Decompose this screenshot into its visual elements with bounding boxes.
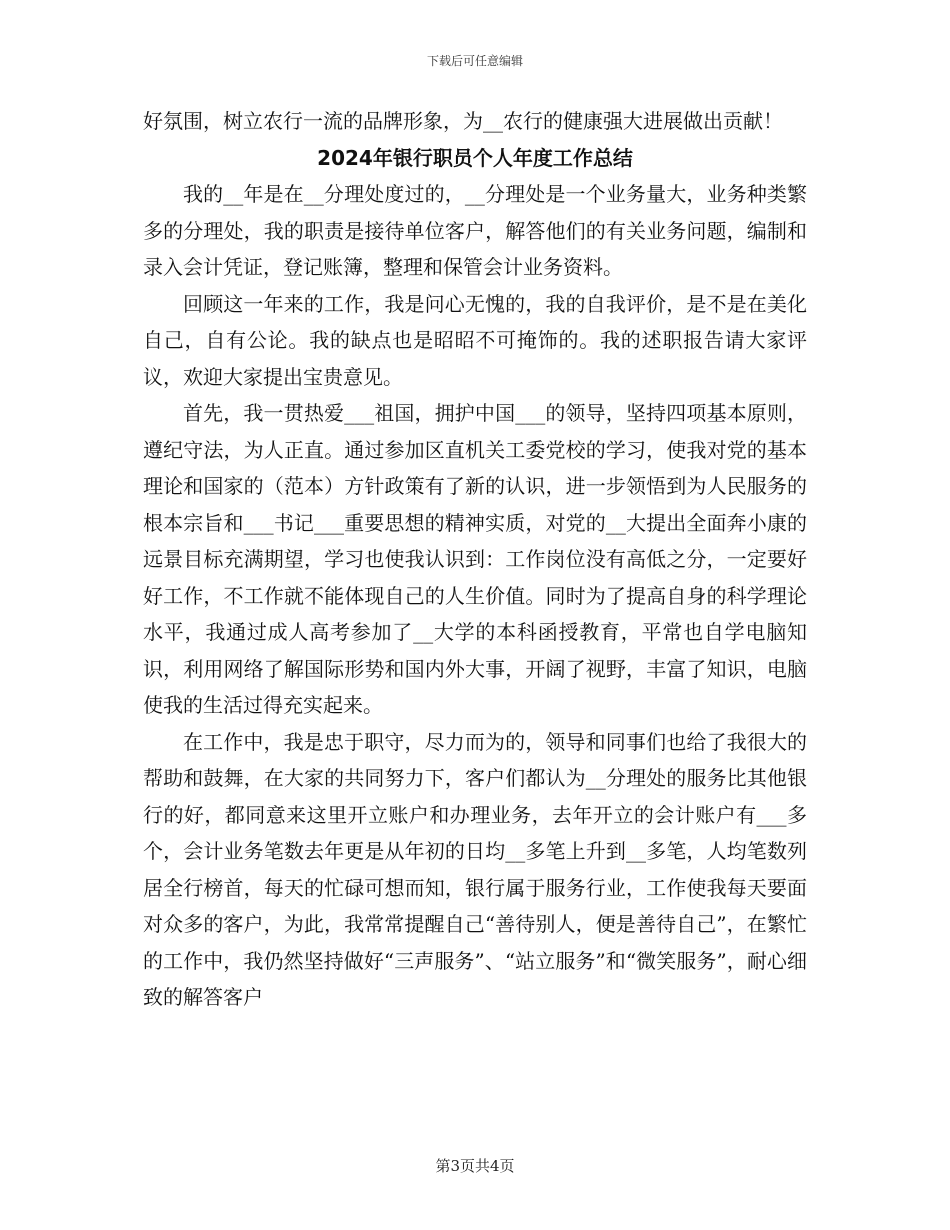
page-number-footer: 第3页共4页 — [435, 1157, 515, 1175]
page-header-note: 下载后可任意编辑 — [426, 54, 523, 68]
document-body — [143, 103, 807, 1016]
paragraph-1: 我的__年是在__分理处度过的，__分理处是一个业务量大，业务种类繁多的分理处，我的职责是接待单位客户，解答他们的有关业务问题，编制和录入会计凭证，登记账簿，整理和保管会计业务资料。 — [143, 182, 807, 279]
lead-paragraph: 好氛围，树立农行一流的品牌形象，为__农行的健康强大进展做出贡献！ — [143, 109, 783, 133]
document-title: 2024年银行职员个人年度工作总结 — [317, 145, 633, 170]
paragraph-2: 回顾这一年来的工作，我是问心无愧的，我的自我评价，是不是在美化自己，自有公论。我的缺点也是昭昭不可掩饰的。我的述职报告请大家评议，欢迎大家提出宝贵意见。 — [143, 291, 807, 389]
paragraph-3: 首先，我一贯热爱___祖国，拥护中国___的领导，坚持四项基本原则，遵纪守法，为人正直。通过参加区直机关工委党校的学习，使我对党的基本理论和国家的（范本）方针政策有了新的认识，进一步领悟到为人民服务的根本宗旨和___书记___重要思想的精神实质，对党的__大提出全面奔小康的远景目标充满期望，学习也使我认识到：工作岗位没有高低之分，一定要好好工作，不工作就不能体现自己的人生价值。同时为了提高自身的科学理论水平，我通过成人高考参加了__大学的本科函授教育，平常也自学电脑知识，利用网络了解国际形势和国内外大事，开阔了视野，丰富了知识，电脑使我的生活过得充实起来。 — [143, 401, 807, 717]
paragraph-4: 在工作中，我是忠于职守，尽力而为的，领导和同事们也给了我很大的帮助和鼓舞，在大家的共同努力下，客户们都认为__分理处的服务比其他银行的好，都同意来这里开立账户和办理业务，去年开立的会计账户有___多个，会计业务笔数去年更是从年初的日均__多笔上升到__多笔，人均笔数列居全行榜首，每天的忙碌可想而知，银行属于服务行业，工作使我每天要面对众多的客户，为此，我常常提醒自己“善待别人，便是善待自己”，在繁忙的工作中，我仍然坚持做好“三声服务”、“站立服务”和“微笑服务”，耐心细致的解答客户 — [143, 729, 807, 1009]
